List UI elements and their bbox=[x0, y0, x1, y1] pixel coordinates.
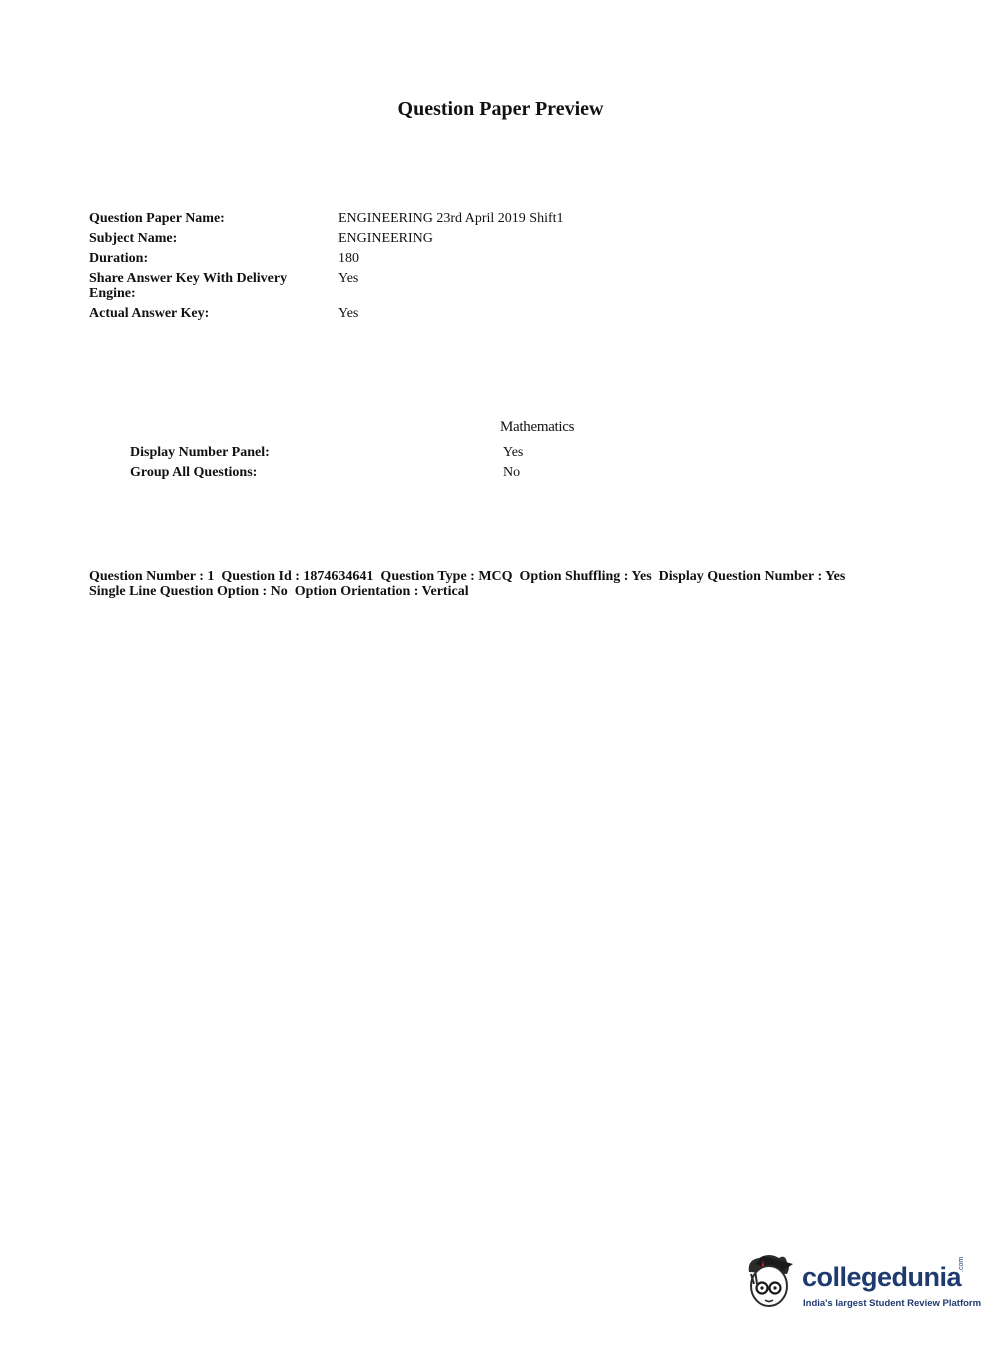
group-all-questions-label: Group All Questions: bbox=[130, 465, 258, 480]
duration-value: 180 bbox=[338, 251, 359, 266]
actual-answer-key-label: Actual Answer Key: bbox=[89, 306, 210, 321]
paper-name-row bbox=[89, 211, 564, 226]
display-number-panel-row bbox=[130, 445, 523, 460]
question-info-text-1: Question Number : 1 Question Id : 1874634641 Question Type : MCQ Option Shuffling : Yes Display Question Number : Yes bbox=[89, 569, 846, 584]
display-number-panel-value: Yes bbox=[503, 445, 524, 460]
display-number-panel-label: Display Number Panel: bbox=[130, 445, 270, 460]
section-title: Mathematics bbox=[500, 419, 575, 435]
share-answer-key-value: Yes bbox=[338, 271, 359, 286]
student-face-icon bbox=[741, 1250, 803, 1312]
section-settings bbox=[130, 445, 523, 485]
group-all-questions-row bbox=[130, 465, 523, 480]
group-all-questions-value: No bbox=[503, 465, 521, 480]
subject-name-label: Subject Name: bbox=[89, 231, 178, 246]
brand-suffix: .com bbox=[958, 1256, 965, 1272]
brand-tagline: India's largest Student Review Platform bbox=[803, 1298, 982, 1309]
question-info-line-1 bbox=[89, 569, 929, 584]
brand-name: collegedunia bbox=[802, 1262, 962, 1292]
duration-row bbox=[89, 251, 564, 266]
question-info bbox=[89, 569, 929, 599]
paper-name-value: ENGINEERING 23rd April 2019 Shift1 bbox=[338, 211, 564, 226]
share-answer-key-row bbox=[89, 271, 564, 301]
subject-name-row bbox=[89, 231, 564, 246]
brand-watermark bbox=[741, 1250, 982, 1320]
question-info-text-2: Single Line Question Option : No Option Orientation : Vertical bbox=[89, 584, 469, 599]
share-answer-key-label: Share Answer Key With Delivery Engine: bbox=[89, 271, 288, 301]
actual-answer-key-value: Yes bbox=[338, 306, 359, 321]
subject-name-value: ENGINEERING bbox=[338, 231, 433, 246]
actual-answer-key-row bbox=[89, 306, 564, 321]
paper-details bbox=[89, 211, 564, 326]
duration-label: Duration: bbox=[89, 251, 149, 266]
paper-name-label: Question Paper Name: bbox=[89, 211, 225, 226]
question-info-line-2 bbox=[89, 584, 929, 599]
page-title: Question Paper Preview bbox=[397, 98, 604, 120]
